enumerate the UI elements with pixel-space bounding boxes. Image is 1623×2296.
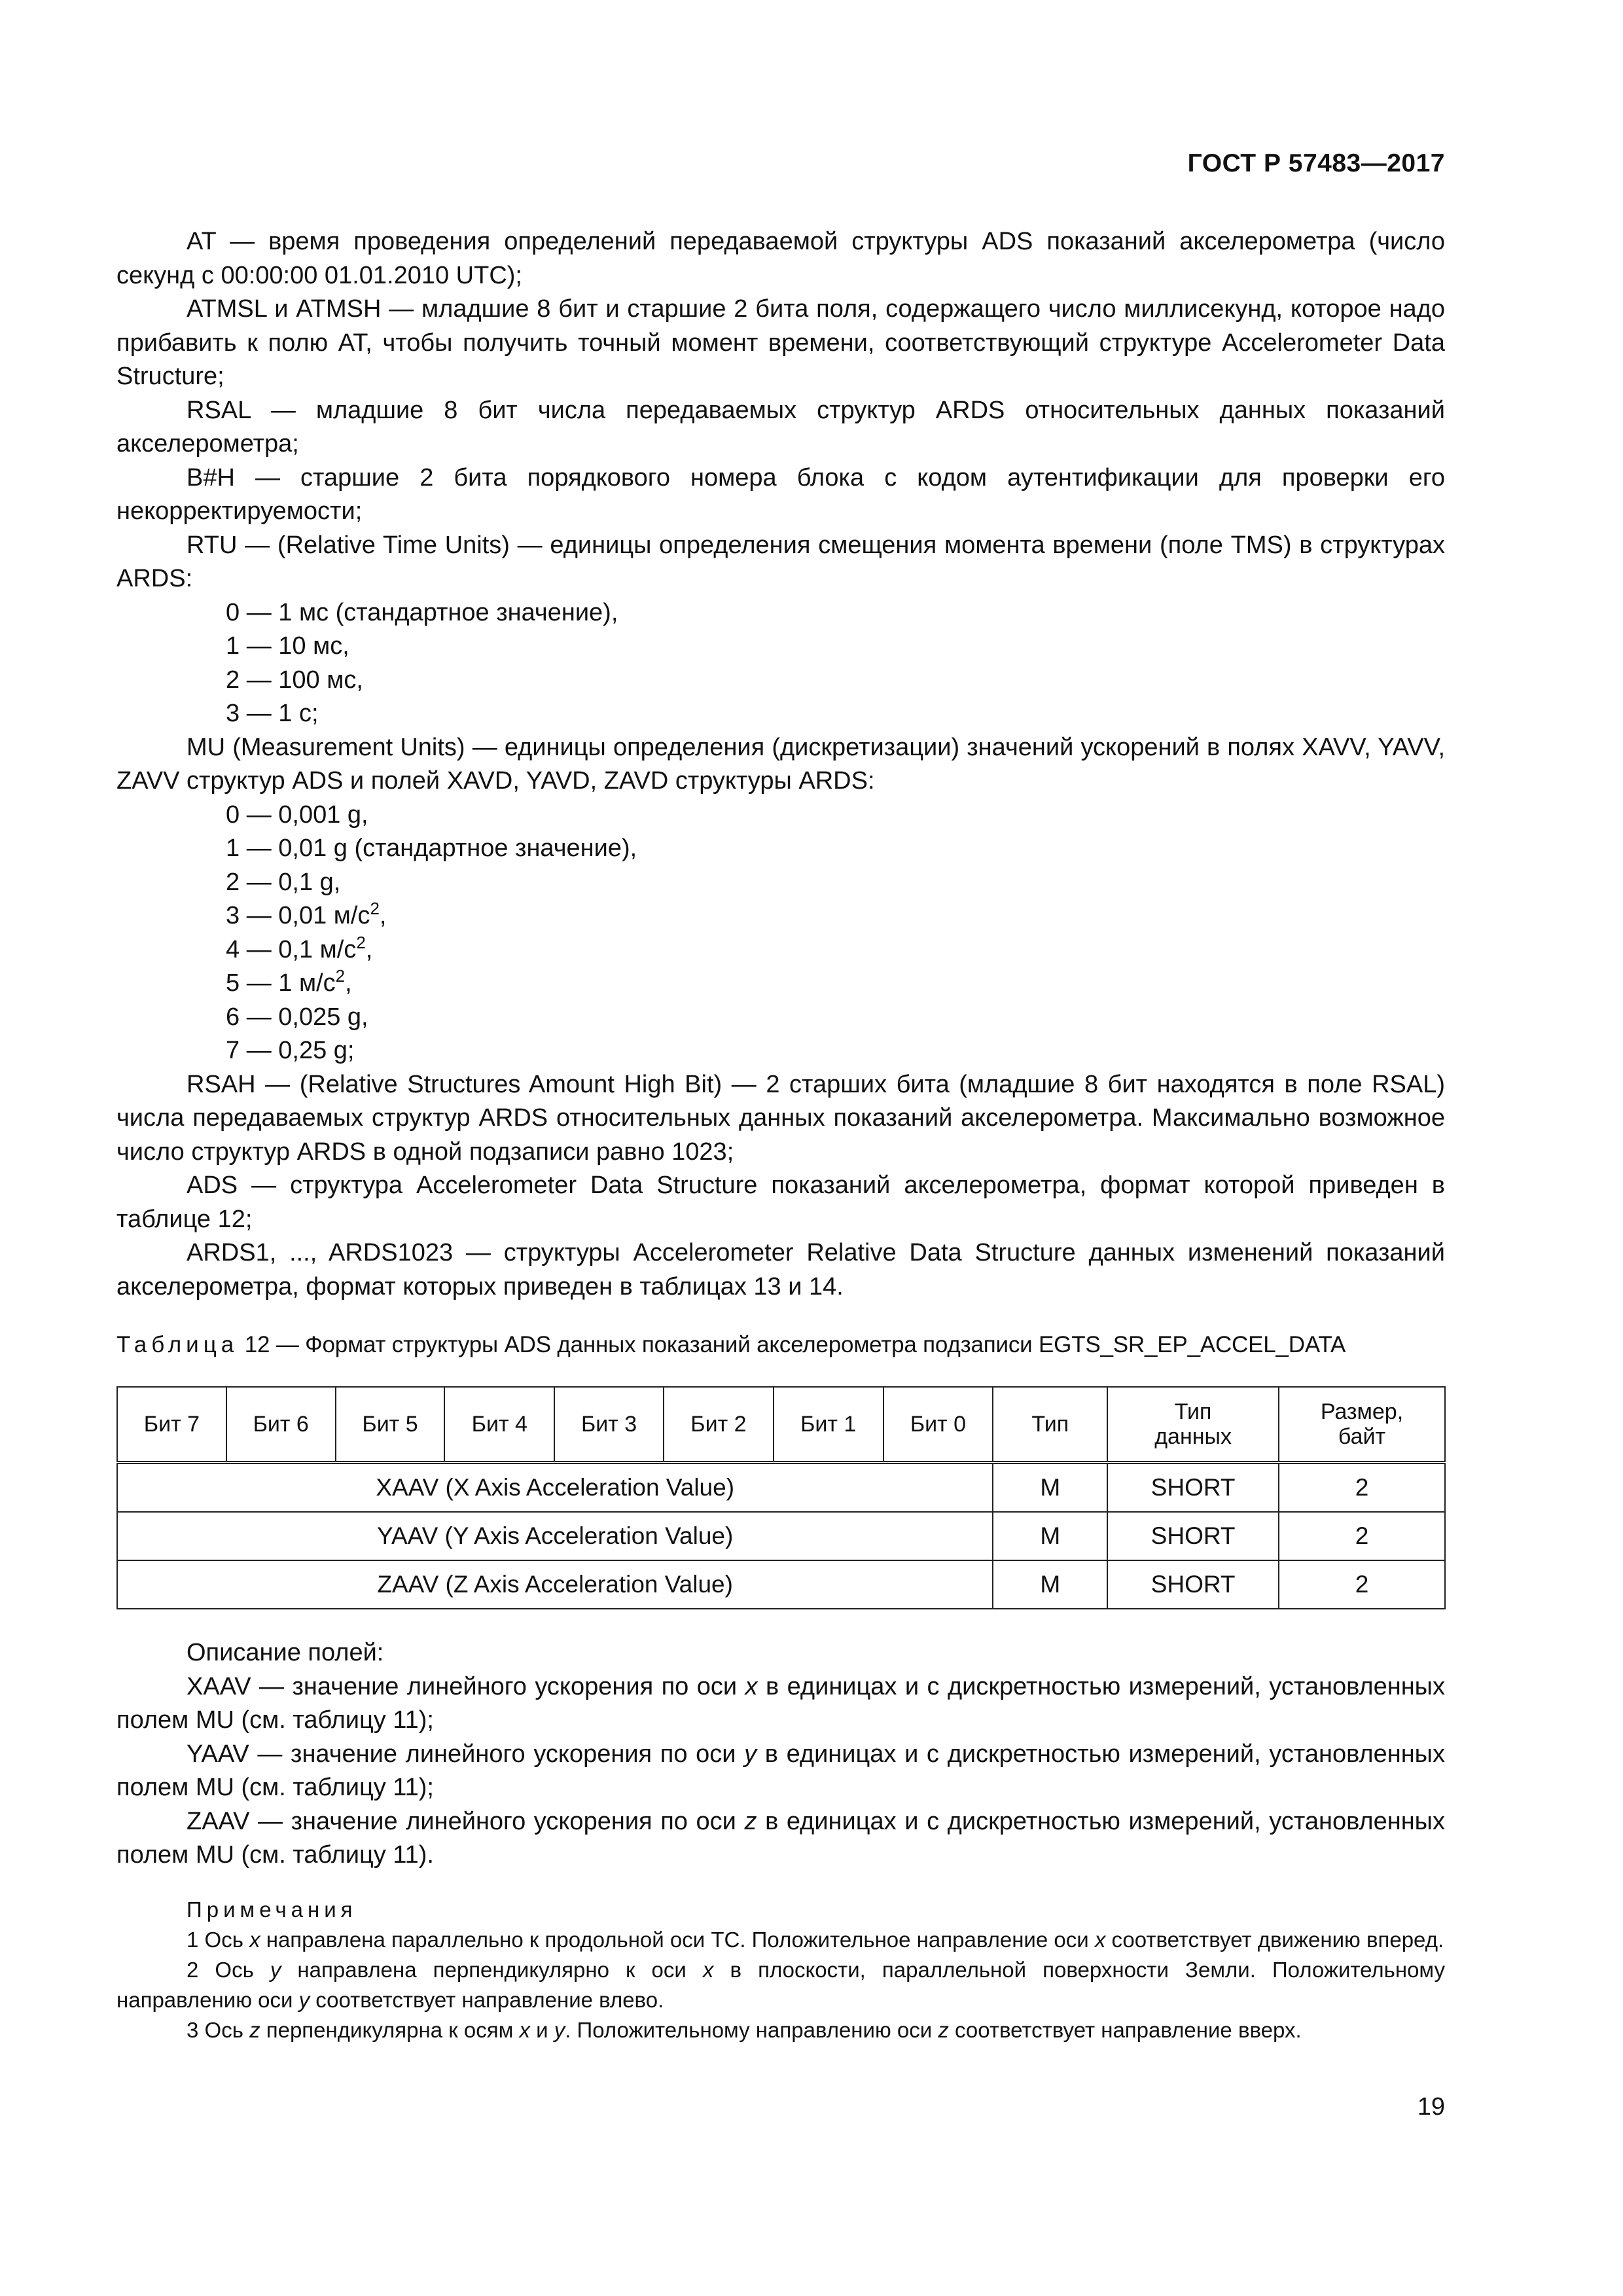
- header-cell: Бит 3: [554, 1387, 664, 1463]
- mu-item: 0 — 0,001 g,: [226, 800, 368, 829]
- paragraph-atmsl: ATMSL и ATMSH — младшие 8 бит и старшие 2 бита поля, содержащего число миллисекунд, которое надо прибавить к полю AT, чтобы получить точный момент времени, соответствующий структуре Accelerometer Data Structure;: [116, 295, 1445, 390]
- header-cell: Тип: [993, 1387, 1107, 1463]
- ads-format-table: [116, 1386, 1446, 1609]
- fields-description-title: Описание полей:: [187, 1639, 384, 1666]
- xaav-description: XAAV — значение линейного ускорения по оси x в единицах и с дискретностью измерений, установленных полем MU (см. таблицу 11);: [116, 1672, 1445, 1734]
- paragraph-rsal: RSAL — младшие 8 бит числа передаваемых структур ARDS относительных данных показаний акселерометра;: [116, 396, 1445, 457]
- rtu-item: 1 — 10 мс,: [226, 632, 349, 660]
- note-2: 2 Ось y направлена перпендикулярно к оси x в плоскости, параллельной поверхности Земли. Положительному направлению оси y соответствует направление влево.: [116, 1958, 1445, 2012]
- mu-item: 2 — 0,1 g,: [226, 868, 341, 896]
- rtu-item: 2 — 100 мс,: [226, 666, 363, 694]
- paragraph-at: AT — время проведения определений передаваемой структуры ADS показаний акселерометра (число секунд с 00:00:00 01.01.2010 UTC);: [116, 228, 1445, 289]
- paragraph-rsah: RSAH — (Relative Structures Amount High Bit) — 2 старших бита (младшие 8 бит находятся в поле RSAL) числа передаваемых структур ARDS относительных данных показаний акселерометра. Максимально возможное число структур ARDS в одной подзаписи равно 1023;: [116, 1070, 1445, 1166]
- rtu-item: 0 — 1 мс (стандартное значение),: [226, 598, 618, 626]
- note-1: 1 Ось x направлена параллельно к продольной оси ТС. Положительное направление оси x соответствует движению вперед.: [187, 1928, 1444, 1952]
- size-cell: 2: [1279, 1560, 1445, 1609]
- type-cell: M: [993, 1512, 1107, 1560]
- header-cell: Бит 4: [444, 1387, 554, 1463]
- paragraph-rtu: RTU — (Relative Time Units) — единицы определения смещения момента времени (поле TMS) в структурах ARDS:: [116, 531, 1445, 592]
- header-cell: Тип данных: [1107, 1387, 1279, 1463]
- table-row: [117, 1560, 1445, 1609]
- fields-description: [116, 1636, 1445, 1873]
- header-cell: Бит 6: [226, 1387, 336, 1463]
- page-number: 19: [1417, 2093, 1445, 2121]
- body-text: [116, 225, 1445, 1304]
- size-cell: 2: [1279, 1463, 1445, 1513]
- field-cell: ZAAV (Z Axis Acceleration Value): [117, 1560, 993, 1609]
- field-cell: YAAV (Y Axis Acceleration Value): [117, 1512, 993, 1560]
- header-cell: Размер, байт: [1279, 1387, 1445, 1463]
- mu-item: 4 — 0,1 $м/с^2$,: [226, 932, 373, 963]
- size-cell: 2: [1279, 1512, 1445, 1560]
- header-cell: Бит 2: [664, 1387, 774, 1463]
- table-caption: Таблица 12 — Формат структуры ADS данных показаний акселерометра подзаписи EGTS_SR_EP_ACCEL_DATA: [116, 1332, 1346, 1357]
- header-cell: Бит 0: [883, 1387, 993, 1463]
- table-row: [117, 1463, 1445, 1513]
- paragraph-ards: ARDS1, ..., ARDS1023 — структуры Accelerometer Relative Data Structure данных изменений показаний акселерометра, формат которых приведен в таблицах 13 и 14.: [116, 1239, 1445, 1300]
- mu-item: 7 — 0,25 g;: [226, 1037, 355, 1064]
- note-3: 3 Ось z перпендикулярна к осям x и y. Положительному направлению оси z соответствует направление вверх.: [187, 2018, 1302, 2042]
- yaav-description: YAAV — значение линейного ускорения по оси y в единицах и с дискретностью измерений, установленных полем MU (см. таблицу 11);: [116, 1740, 1445, 1801]
- mu-item: 1 — 0,01 g (стандартное значение),: [226, 834, 637, 862]
- data-type-cell: SHORT: [1107, 1512, 1279, 1560]
- paragraph-ads: ADS — структура Accelerometer Data Structure показаний акселерометра, формат которой приведен в таблице 12;: [116, 1172, 1445, 1233]
- rtu-item: 3 — 1 с;: [226, 700, 319, 727]
- mu-item: 5 — 1 $м/с^2$,: [226, 966, 352, 997]
- header-cell: Бит 1: [774, 1387, 883, 1463]
- paragraph-mu: MU (Measurement Units) — единицы определения (дискретизации) значений ускорений в полях XAVV, YAVV, ZAVV структур ADS и полей XAVD, YAVD, ZAVD структуры ARDS:: [116, 733, 1445, 795]
- document-code: ГОСТ Р 57483—2017: [1187, 149, 1445, 177]
- mu-item: 3 — 0,01 $м/с^2$,: [226, 899, 387, 929]
- zaav-description: ZAAV — значение линейного ускорения по оси z в единицах и с дискретностью измерений, установленных полем MU (см. таблицу 11).: [116, 1807, 1445, 1869]
- table-row: [117, 1512, 1445, 1560]
- mu-item: 6 — 0,025 g,: [226, 1003, 368, 1031]
- data-type-cell: SHORT: [1107, 1463, 1279, 1513]
- type-cell: M: [993, 1560, 1107, 1609]
- data-type-cell: SHORT: [1107, 1560, 1279, 1609]
- table-header-row: [117, 1387, 1445, 1463]
- notes-title: Примечания: [187, 1897, 357, 1922]
- field-cell: XAAV (X Axis Acceleration Value): [117, 1463, 993, 1513]
- paragraph-bh: B#H — старшие 2 бита порядкового номера блока с кодом аутентификации для проверки его некорректируемости;: [116, 463, 1445, 525]
- header-cell: Бит 7: [117, 1387, 226, 1463]
- notes: [116, 1895, 1445, 2045]
- type-cell: M: [993, 1463, 1107, 1513]
- header-cell: Бит 5: [336, 1387, 445, 1463]
